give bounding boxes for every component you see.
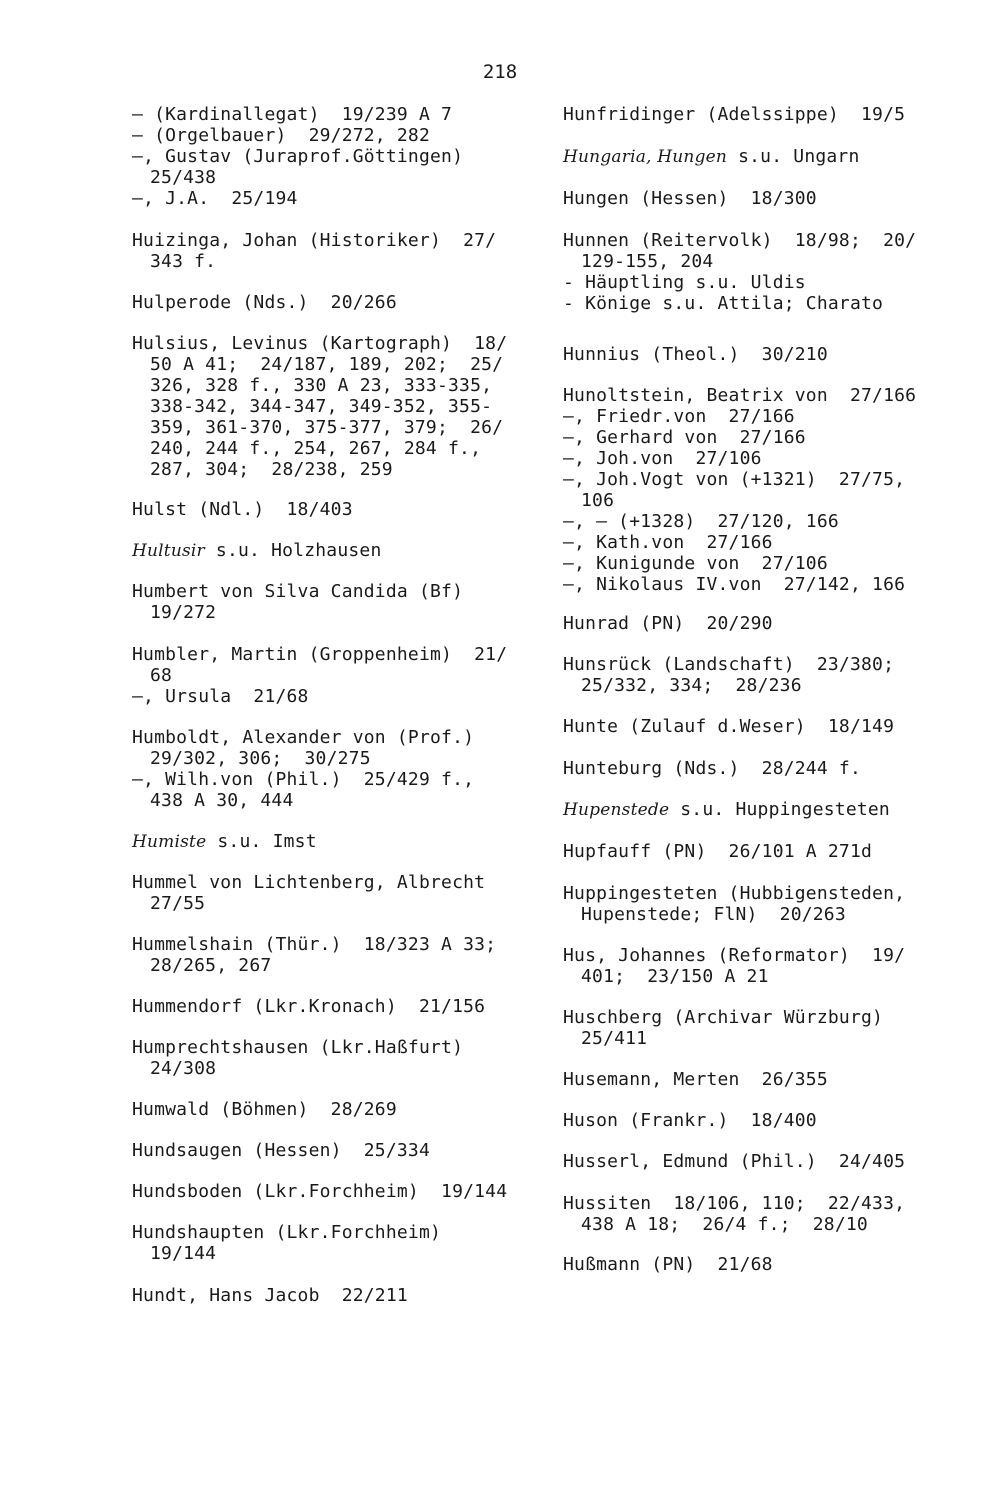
index-entry [563,841,983,862]
index-entry-line: Huson (Frankr.) 18/400 [563,1110,817,1131]
index-entry-line: 129-155, 204 [581,251,714,272]
index-entry [132,727,522,811]
index-entry-line: 19/144 [150,1243,217,1264]
index-entry [132,934,522,976]
index-entry-line: Humwald (Böhmen) 28/269 [132,1099,397,1120]
index-entry-line: Hunte (Zulauf d.Weser) 18/149 [563,716,895,737]
index-entry-line: 68 [150,665,173,686]
index-entry-line: Husemann, Merten 26/355 [563,1069,828,1090]
index-entry-line: 287, 304; 28/238, 259 [150,459,393,480]
index-entry [563,716,983,737]
index-entry [563,799,983,821]
index-entry [563,385,983,595]
index-entry-line: Hundsboden (Lkr.Forchheim) 19/144 [132,1181,508,1202]
index-entry-italic-term: Humiste [132,832,207,852]
index-entry-line: Hummendorf (Lkr.Kronach) 21/156 [132,996,486,1017]
index-entry [132,831,522,853]
index-entry-line: - Häuptling s.u. Uldis [563,272,806,293]
index-entry [132,1181,522,1202]
index-entry-line: Humiste s.u. Imst [132,831,317,852]
index-entry-line: Hungen (Hessen) 18/300 [563,188,817,209]
index-entry [563,1254,983,1275]
index-entry [563,1193,983,1235]
index-entry-line: Hulperode (Nds.) 20/266 [132,292,397,313]
index-entry-line: 240, 244 f., 254, 267, 284 f., [150,438,482,459]
index-entry-line: Huschberg (Archivar Würzburg) [563,1007,884,1028]
index-entry-line: —, Kath.von 27/166 [563,532,773,553]
index-entry-line: 326, 328 f., 330 A 23, 333-335, [150,375,493,396]
index-entry-line: Hungaria, Hungen s.u. Ungarn [563,146,860,167]
index-entry-line: Huizinga, Johan (Historiker) 27/ [132,230,497,251]
index-entry-italic-term: Hupenstede [563,800,670,820]
index-entry [563,1151,983,1172]
index-entry-line: 359, 361-370, 375-377, 379; 26/ [150,417,504,438]
index-entry-line: 25/332, 334; 28/236 [581,675,802,696]
index-entry-line: —, Nikolaus IV.von 27/142, 166 [563,574,906,595]
index-entry [132,1222,522,1264]
index-entry-line: —, Gustav (Juraprof.Göttingen) [132,146,464,167]
index-entry [563,230,983,314]
index-entry [563,883,983,925]
index-entry-line: Humboldt, Alexander von (Prof.) [132,727,475,748]
index-entry-line: —, Wilh.von (Phil.) 25/429 f., [132,769,475,790]
index-entry-line: —, Joh.Vogt von (+1321) 27/75, [563,469,906,490]
index-entry-line: Hunfridinger (Adelssippe) 19/5 [563,104,906,125]
index-entry [563,104,983,125]
index-entry-line: Hulst (Ndl.) 18/403 [132,499,353,520]
index-entry-line: Hunnius (Theol.) 30/210 [563,344,828,365]
index-entry-italic-term: Hultusir [132,541,205,561]
index-entry-line: 19/272 [150,602,217,623]
index-entry-line: —, Joh.von 27/106 [563,448,762,469]
index-entry [563,758,983,779]
index-entry-line: Hundsaugen (Hessen) 25/334 [132,1140,430,1161]
index-entry-line: Hunoltstein, Beatrix von 27/166 [563,385,917,406]
index-entry-line: —, — (+1328) 27/120, 166 [563,511,839,532]
index-entry [563,1069,983,1090]
index-entry-line: —, Friedr.von 27/166 [563,406,795,427]
index-entry [563,945,983,987]
index-entry-line: — (Orgelbauer) 29/272, 282 [132,125,430,146]
index-entry [563,1007,983,1049]
index-entry-line: Hussiten 18/106, 110; 22/433, [563,1193,906,1214]
index-entry-line: Hulsius, Levinus (Kartograph) 18/ [132,333,508,354]
index-entry-line: 50 A 41; 24/187, 189, 202; 25/ [150,354,504,375]
index-entry [132,292,522,313]
index-entry-line: Humbler, Martin (Groppenheim) 21/ [132,644,508,665]
index-entry-line: Hupenstede; FlN) 20/263 [581,904,846,925]
index-entry [132,499,522,520]
index-entry [563,188,983,209]
index-entry-line: Hunsrück (Landschaft) 23/380; [563,654,895,675]
index-entry-line: 338-342, 344-347, 349-352, 355- [150,396,493,417]
index-entry-line: 28/265, 267 [150,955,272,976]
index-entry [132,581,522,623]
index-entry-line: Humbert von Silva Candida (Bf) [132,581,464,602]
index-entry-line: Hundshaupten (Lkr.Forchheim) [132,1222,442,1243]
index-entry-line: Humprechtshausen (Lkr.Haßfurt) [132,1037,464,1058]
index-entry [563,654,983,696]
index-entry-line: Husserl, Edmund (Phil.) 24/405 [563,1151,906,1172]
index-entry [132,1140,522,1161]
index-entry-line: Hupenstede s.u. Huppingesteten [563,799,890,820]
index-entry-line: Hunteburg (Nds.) 28/244 f. [563,758,861,779]
index-entry [563,344,983,365]
index-entry [132,644,522,707]
index-entry-line: 438 A 30, 444 [150,790,294,811]
index-entry [132,872,522,914]
index-entry-line: Hußmann (PN) 21/68 [563,1254,773,1275]
index-entry-line: — (Kardinallegat) 19/239 A 7 [132,104,453,125]
index-entry-italic-term: Hungaria, Hungen [563,147,728,167]
index-entry-line: 24/308 [150,1058,217,1079]
index-entry-line: Hupfauff (PN) 26/101 A 271d [563,841,873,862]
page-number: 218 [482,61,518,83]
index-entry-line: 438 A 18; 26/4 f.; 28/10 [581,1214,868,1235]
index-entry-line: 27/55 [150,893,206,914]
index-entry [132,230,522,272]
index-entry-line: Hummelshain (Thür.) 18/323 A 33; [132,934,497,955]
index-entry-line: —, J.A. 25/194 [132,188,298,209]
index-entry-line: Hunrad (PN) 20/290 [563,613,773,634]
index-entry-line: Hultusir s.u. Holzhausen [132,540,382,561]
index-entry-line: 343 f. [150,251,217,272]
index-entry [132,1037,522,1079]
index-entry [132,104,522,209]
index-entry-line: 401; 23/150 A 21 [581,966,769,987]
index-entry-line: —, Kunigunde von 27/106 [563,553,828,574]
index-entry-line: Huppingesteten (Hubbigensteden, [563,883,906,904]
index-entry [132,1099,522,1120]
index-entry-line: 25/411 [581,1028,648,1049]
index-entry-line: —, Gerhard von 27/166 [563,427,806,448]
index-entry [563,613,983,634]
index-entry-line: —, Ursula 21/68 [132,686,309,707]
index-entry-line: Hunnen (Reitervolk) 18/98; 20/ [563,230,917,251]
index-entry-line: - Könige s.u. Attila; Charato [563,293,884,314]
index-entry-line: 29/302, 306; 30/275 [150,748,371,769]
index-entry-line: 25/438 [150,167,217,188]
index-entry [132,333,522,480]
index-entry-line: Hus, Johannes (Reformator) 19/ [563,945,906,966]
index-entry [563,146,983,168]
index-entry-line: 106 [581,490,615,511]
index-entry-line: Hummel von Lichtenberg, Albrecht [132,872,486,893]
index-entry [132,996,522,1017]
index-entry [132,540,522,562]
index-entry [563,1110,983,1131]
index-entry-line: Hundt, Hans Jacob 22/211 [132,1285,408,1306]
index-entry [132,1285,522,1306]
